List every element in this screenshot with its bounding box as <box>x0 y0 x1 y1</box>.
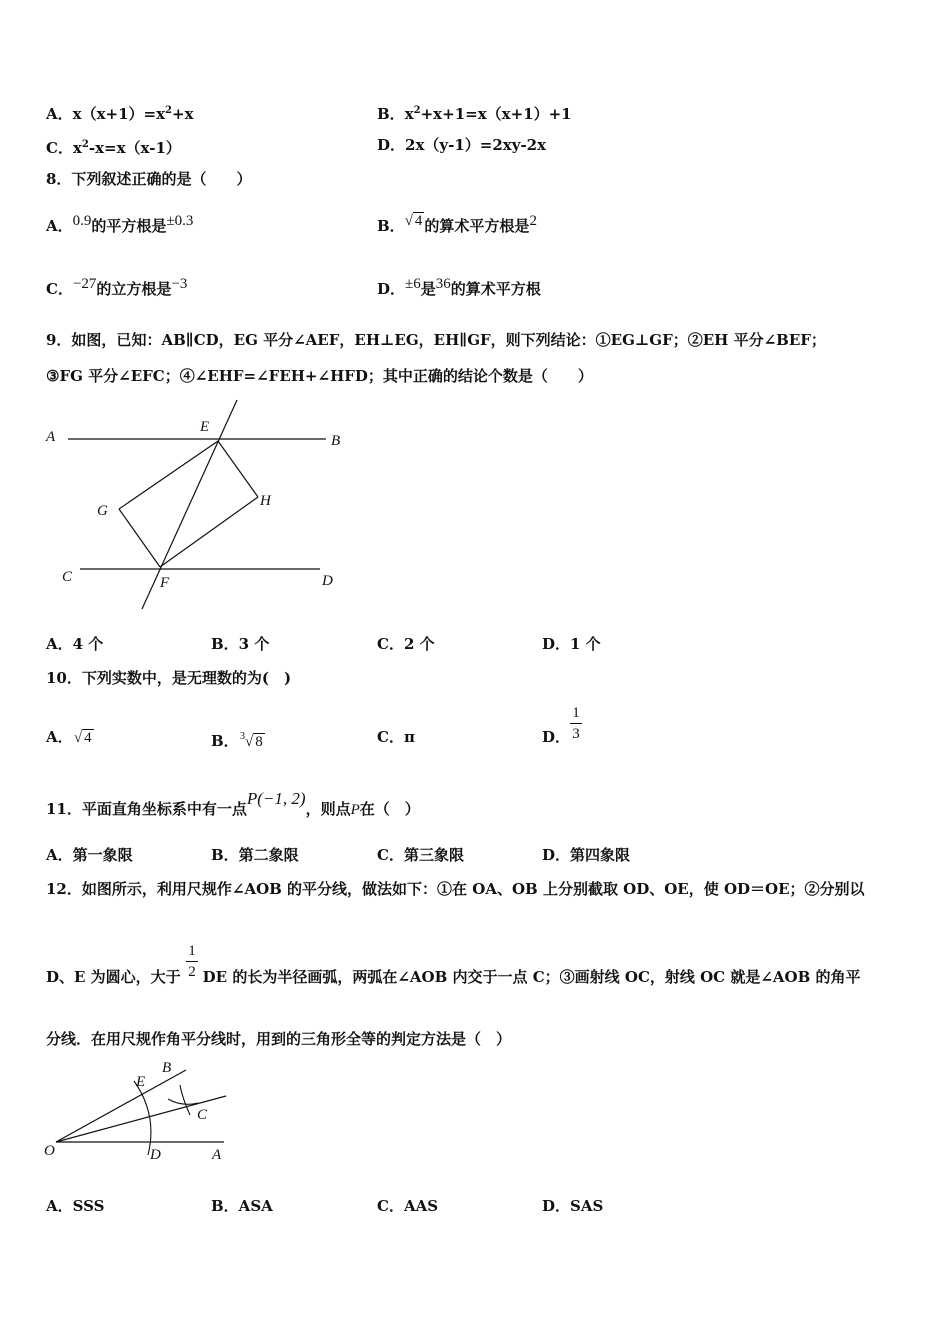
q12-stem-line1: 12．如图所示，利用尺规作∠AOB 的平分线，做法如下：①在 OA、OB 上分别截取 OD、OE，使 OD＝OE；②分别以 <box>46 880 865 898</box>
label-o: O <box>44 1143 55 1159</box>
q8-d-text1: 是 <box>420 280 436 298</box>
q7-a-label: A． <box>46 105 73 123</box>
label-b: B <box>331 433 341 449</box>
q10-option-c[interactable]: C．π <box>377 728 415 746</box>
q8-c-label: C． <box>46 280 73 298</box>
segment-eh <box>218 441 258 497</box>
q10-d-denominator: 3 <box>572 726 580 742</box>
q7-d-text: 2x（y-1）=2xy-2x <box>405 136 547 154</box>
label-e: E <box>200 419 210 435</box>
q7-a-tail: +x <box>172 105 194 123</box>
q10-d-numerator: 1 <box>572 705 580 721</box>
label-c: C <box>62 569 73 585</box>
label-a: A <box>46 429 56 445</box>
q9-option-c[interactable]: C．2 个 <box>377 635 435 653</box>
q12-line2-pre: D、E 为圆心，大于 <box>46 968 181 986</box>
q11-p: P <box>350 802 360 818</box>
q12-line2-post: DE 的长为半径画弧，两弧在∠AOB 内交于一点 C；③画射线 OC，射线 OC 就是∠AOB 的角平 <box>202 968 861 986</box>
q11-option-d[interactable]: D．第四象限 <box>542 846 631 864</box>
label-a: A <box>212 1147 222 1163</box>
q8-b-math2: 2 <box>529 213 537 229</box>
q11-point: P(−1, 2) <box>246 789 306 808</box>
q7-option-c[interactable] <box>46 135 181 158</box>
label-d: D <box>322 573 333 589</box>
q7-a-sup: 2 <box>165 105 173 116</box>
q8-b-radicand: 4 <box>414 213 423 229</box>
q8-b-label: B． <box>377 217 405 235</box>
q7-b-label: B． <box>377 105 405 123</box>
q12-option-c[interactable]: C．AAS <box>377 1197 439 1215</box>
q11-stem <box>46 789 420 820</box>
q8-a-math2: ±0.3 <box>166 213 194 229</box>
label-e: E <box>136 1074 146 1090</box>
q10-b-radicand: 8 <box>255 734 263 750</box>
q8-d-math1: ±6 <box>405 276 421 292</box>
q7-option-b[interactable] <box>377 101 572 124</box>
q10-b-label: B． <box>211 732 239 750</box>
segment-gf <box>119 509 160 567</box>
q11-stem-mid: ，则点 <box>305 800 351 818</box>
q8-stem: 8．下列叙述正确的是（ ） <box>46 170 252 188</box>
arc-from-d <box>180 1085 190 1115</box>
q10-b-index: 3 <box>239 731 245 742</box>
q11-option-b[interactable]: B．第二象限 <box>211 846 299 864</box>
q8-c-math2: −3 <box>171 276 188 292</box>
q10-option-d[interactable] <box>542 727 570 747</box>
q12-option-d[interactable]: D．SAS <box>542 1197 604 1215</box>
q8-a-math1: 0.9 <box>72 213 92 229</box>
q12-frac-denominator: 2 <box>188 964 196 980</box>
q7-b-sup: 2 <box>413 105 421 116</box>
q8-b-text: 的算术平方根是 <box>424 217 530 235</box>
q10-a-label: A． <box>46 728 73 746</box>
arc-from-e <box>168 1099 198 1104</box>
q11-stem-pre: 11．平面直角坐标系中有一点 <box>46 800 247 818</box>
q8-c-text: 的立方根是 <box>96 280 172 298</box>
label-g: G <box>97 503 108 519</box>
label-f: F <box>160 575 170 591</box>
q12-frac-numerator: 1 <box>188 943 196 959</box>
q12-option-b[interactable]: B．ASA <box>211 1197 273 1215</box>
q9-option-a[interactable]: A．4 个 <box>46 635 104 653</box>
q11-stem-post: 在（ ） <box>359 800 420 818</box>
segment-hf <box>160 497 258 567</box>
q8-d-label: D． <box>377 280 406 298</box>
q10-option-a[interactable]: A． √ 4 <box>46 728 92 746</box>
q12-option-a[interactable]: A．SSS <box>46 1197 105 1215</box>
q10-option-b[interactable]: B． $^3$√ 8 <box>211 731 263 750</box>
q8-option-c[interactable] <box>46 276 188 300</box>
q7-b-tail: +x+1=x（x+1）+1 <box>420 105 572 123</box>
q10-d-label: D． <box>542 728 571 746</box>
q11-option-c[interactable]: C．第三象限 <box>377 846 464 864</box>
q7-a-text: x（x+1）=x <box>72 105 166 123</box>
q7-option-a[interactable] <box>46 101 194 124</box>
q7-c-label: C． <box>46 139 73 157</box>
label-b: B <box>162 1060 172 1076</box>
q9-option-d[interactable]: D．1 个 <box>542 635 601 653</box>
q9-figure <box>40 395 360 615</box>
q8-c-math1: −27 <box>72 276 97 292</box>
label-c: C <box>197 1107 208 1123</box>
ray-ob <box>56 1070 186 1142</box>
q8-option-a[interactable] <box>46 213 194 237</box>
q10-stem: 10．下列实数中，是无理数的为( ) <box>46 669 292 687</box>
q12-half-fraction <box>186 942 198 981</box>
q8-d-math2: 36 <box>435 276 451 292</box>
q8-d-text2: 的算术平方根 <box>450 280 541 298</box>
q12-figure <box>40 1055 240 1165</box>
q9-stem-line1: 9．如图，已知：AB∥CD，EG 平分∠AEF，EH⊥EG，EH∥GF，则下列结论：①EG⊥GF；②EH 平分∠BEF； <box>46 331 826 349</box>
q7-option-d[interactable] <box>377 135 546 155</box>
q9-option-b[interactable]: B．3 个 <box>211 635 270 653</box>
q12-stem-line2 <box>46 967 861 987</box>
q7-c-tail: -x=x（x-1） <box>88 139 181 157</box>
label-d: D <box>150 1147 161 1163</box>
q7-b-text: x <box>404 105 414 123</box>
q8-a-text: 的平方根是 <box>91 217 167 235</box>
q8-a-label: A． <box>46 217 73 235</box>
q8-option-b[interactable]: B．√ 4 的算术平方根是2 <box>377 213 537 235</box>
q7-d-label: D． <box>377 136 406 154</box>
q10-d-fraction <box>570 704 582 743</box>
q7-c-sup: 2 <box>81 139 89 150</box>
q9-stem-line2: ③FG 平分∠EFC；④∠EHF=∠FEH+∠HFD；其中正确的结论个数是（ ） <box>46 367 593 385</box>
label-h: H <box>260 493 271 509</box>
transversal-ef <box>142 400 237 609</box>
q12-stem-line3: 分线．在用尺规作角平分线时，用到的三角形全等的判定方法是（ ） <box>46 1030 512 1048</box>
q11-option-a[interactable]: A．第一象限 <box>46 846 133 864</box>
q7-c-text: x <box>72 139 82 157</box>
q10-a-radicand: 4 <box>84 730 92 746</box>
q8-option-d[interactable] <box>377 276 541 300</box>
